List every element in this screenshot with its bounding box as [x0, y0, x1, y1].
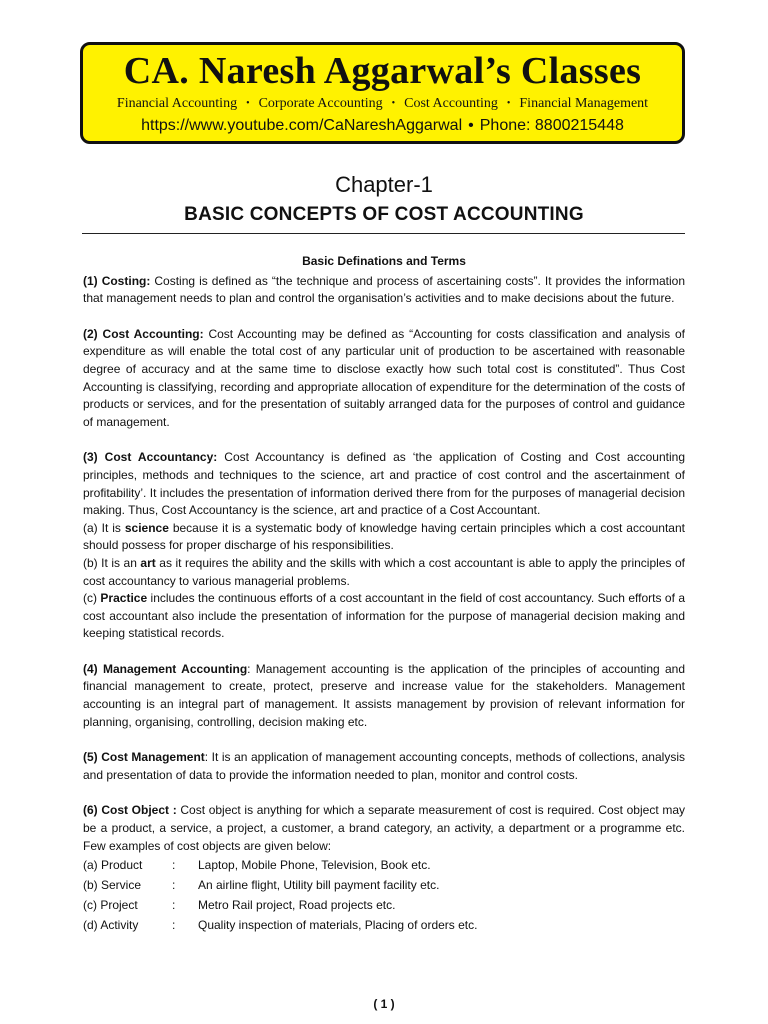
- example-colon: :: [172, 878, 176, 893]
- phone-number: Phone: 8800215448: [479, 117, 624, 134]
- definition-text: : It is an application of management accounting concepts, methods of collections, analysis and presentation of data to provide the information needed to plan, monitor and control costs.: [83, 750, 685, 782]
- point-prefix: (b) It is an: [83, 555, 141, 570]
- point-science: [83, 520, 685, 555]
- example-value: An airline flight, Utility bill payment facility etc.: [198, 878, 440, 893]
- subject-corporate-accounting: Corporate Accounting: [258, 96, 383, 111]
- definition-text: : Management accounting is the application of the principles of accounting and financial management to create, protect, preserve and increase value for the stakeholders. Management accounting is an integral part of management. It assists management by provision of relevant information for planning, organising, controlling, decision making etc.: [83, 661, 685, 729]
- example-row: [83, 915, 685, 935]
- term-label: (4) Management Accounting: [83, 661, 248, 676]
- term-label: (6) Cost Object :: [83, 803, 177, 818]
- term-label: (5) Cost Management: [83, 750, 205, 765]
- definition-costing: [83, 273, 685, 308]
- point-keyword: Practice: [100, 591, 148, 606]
- term-label: (3) Cost Accountancy:: [83, 450, 218, 465]
- example-row: [83, 875, 685, 895]
- bullet-icon: •: [468, 117, 474, 134]
- chapter-title: BASIC CONCEPTS OF COST ACCOUNTING: [184, 204, 584, 225]
- example-row: [83, 855, 685, 875]
- term-label: (2) Cost Accounting:: [83, 326, 204, 341]
- example-row: [83, 895, 685, 915]
- subject-cost-accounting: Cost Accounting: [404, 96, 498, 111]
- definition-text: Cost object is anything for which a separate measurement of cost is required. Cost object may be a product, a service, a project, a customer, a brand category, an activity, a department or a programme etc. Few examples of cost objects are given below:: [83, 803, 685, 853]
- banner-title: CA. Naresh Aggarwal’s Classes: [123, 50, 642, 92]
- example-label: (d) Activity: [83, 918, 139, 933]
- point-text: because it is a systematic body of knowledge having certain principles which a cost accountant should possess for proper discharge of his responsibilities.: [83, 520, 685, 553]
- term-label: (1) Costing:: [83, 273, 151, 288]
- bullet-icon: •: [391, 98, 396, 109]
- definition-cost-accountancy: [83, 449, 685, 519]
- chapter-number: Chapter-1: [335, 172, 433, 197]
- point-keyword: art: [140, 555, 156, 570]
- banner-contact: [83, 115, 682, 137]
- bullet-icon: •: [506, 98, 511, 109]
- point-text: as it requires the ability and the skills with which a cost accountant is able to apply the principles of cost accountancy to various managerial problems.: [83, 555, 686, 588]
- example-label: (c) Project: [83, 898, 138, 913]
- definition-text: Cost Accounting may be defined as “Accounting for costs classification and analysis of expenditure as will enable the total cost of any particular unit of production to be ascertained with reasonable degree of accuracy and at the same time to disclose exactly how such total cost is constituted”. Thus Cost Accounting is classifying, recording and appropriate allocation of expenditure for the determination of the costs of products or services, and for the presentation of suitably arranged data for the purposes of control and guidance of management.: [83, 326, 686, 429]
- example-value: Laptop, Mobile Phone, Television, Book etc.: [198, 858, 431, 873]
- title-divider: [82, 233, 685, 234]
- example-colon: :: [172, 898, 176, 913]
- example-colon: :: [172, 858, 176, 873]
- point-text: includes the continuous efforts of a cost accountant in the field of cost accountancy. Such efforts of a cost accountant also include the presentation of information for the purpose of managerial decision making and keeping statistical records.: [83, 591, 686, 641]
- bullet-icon: •: [246, 98, 250, 109]
- example-label: (b) Service: [83, 878, 142, 893]
- definition-cost-accounting: [83, 326, 685, 432]
- definition-text: Cost Accountancy is defined as ‘the application of Costing and Cost accounting principles, methods and techniques to the science, art and practice of cost control and the ascertainment of profitability’. It includes the presentation of information derived there from for the purposes of managerial decision making. Thus, Cost Accountancy is the science, art and practice of a Cost Accountant.: [83, 450, 686, 518]
- example-value: Metro Rail project, Road projects etc.: [198, 898, 396, 913]
- definition-text: Costing is defined as “the technique and process of ascertaining costs”. It provides the information that management needs to plan and control the organisation’s activities and to make decisions about the future.: [83, 273, 686, 306]
- page-number: ( 1 ): [373, 997, 395, 1011]
- cost-object-examples: [83, 855, 685, 935]
- definition-cost-object: [83, 802, 685, 855]
- example-value: Quality inspection of materials, Placing of orders etc.: [198, 918, 478, 933]
- point-prefix: (a) It is: [83, 520, 125, 535]
- subject-financial-accounting: Financial Accounting: [116, 96, 238, 111]
- definition-management-accounting: [83, 661, 685, 731]
- subject-financial-management: Financial Management: [519, 96, 649, 111]
- example-colon: :: [172, 918, 176, 933]
- header-banner: [80, 42, 685, 144]
- section-heading: Basic Definations and Terms: [302, 254, 466, 268]
- banner-subjects: [83, 95, 682, 113]
- point-keyword: science: [124, 520, 169, 535]
- example-label: (a) Product: [83, 858, 143, 873]
- document-body: [83, 253, 685, 935]
- point-art: [83, 555, 685, 590]
- point-prefix: (c): [83, 591, 101, 606]
- point-practice: [83, 590, 685, 643]
- youtube-link[interactable]: https://www.youtube.com/CaNareshAggarwal: [141, 117, 463, 134]
- definition-cost-management: [83, 749, 685, 784]
